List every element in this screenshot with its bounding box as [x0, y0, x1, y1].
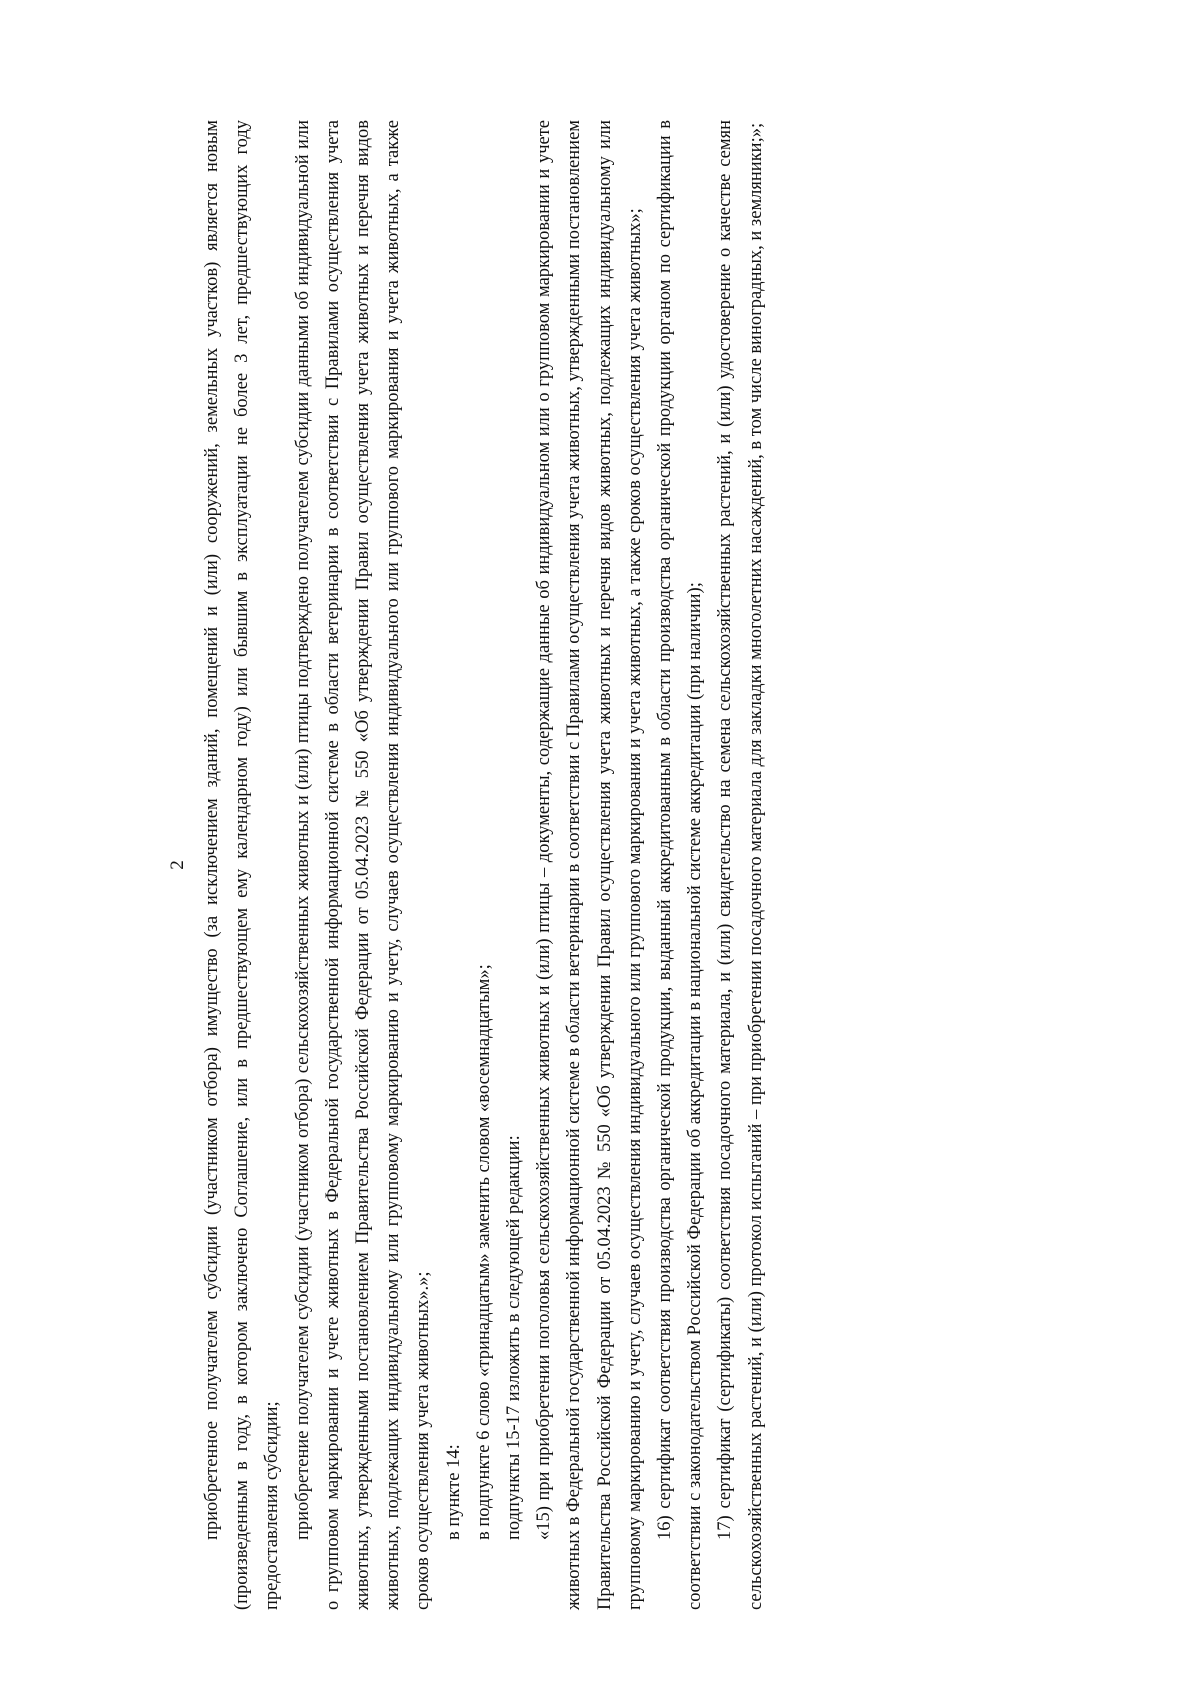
paragraph-point-14: в пункте 14:: [443, 1444, 464, 1540]
paragraph-subpoint-6: в подпункте 6 слово «тринадцатым» заменить словом «восемнадцатым»;: [473, 964, 494, 1540]
paragraph-property-requirement: приобретенное получателем субсидии (участником отбора) имущество (за исключением зданий, помещений и (или) сооружений, земельных участков) является новым (произведенным в году, в котором заключено Соглашение, или в предшествующем ему календарном году) или бывшим в эксплуатации не более 3 лет, предшествующих году предоставления субсидии;: [202, 120, 283, 1610]
paragraph-subpoints-15-17: подпункты 15-17 изложить в следующей редакции:: [504, 1135, 525, 1540]
rotated-text-block: [165, 120, 1045, 1610]
page-number: 2: [167, 860, 188, 870]
paragraph-item-17: 17) сертификат (сертификаты) соответствия посадочного материала, и (или) свидетельство на семена сельскохозяйственных растений, и (или) удостоверение о качестве семян сельскохозяйственных растений, и (или) протокол испытаний – при приобретении посадочного материала для закладки многолетних насаждений, в том числе виноградных, и земляники;»;: [715, 120, 766, 1610]
paragraph-item-16: 16) сертификат соответствия производства органической продукции, выданный аккредитованным в области производства органической продукции органом по сертификации в соответствии с законодательством Российской Федерации об аккредитации в национальной системе аккредитации (при наличии);: [655, 120, 706, 1610]
paragraph-item-15: «15) при приобретении поголовья сельскохозяйственных животных и (или) птицы – документы, содержащие данные об индивидуальном или о групповом маркировании и учете животных в Федеральной государственной информационной системе в области ветеринарии в соответствии с Правилами осуществления учета животных, утвержденными постановлением Правительства Российской Федерации от 05.04.2023 № 550 «Об утверждении Правил осуществления учета животных и перечня видов животных, подлежащих индивидуальному или групповому маркированию и учету, случаев осуществления индивидуального или группового маркирования и учета животных, а также сроков осуществления учета животных»;: [534, 120, 645, 1610]
document-body: [197, 120, 771, 1610]
paragraph-livestock-requirement: приобретение получателем субсидии (участником отбора) сельскохозяйственных животных и (или) птицы подтверждено получателем субсидии данными об индивидуальной или о групповом маркировании и учете животных в Федеральной государственной информационной системе в области ветеринарии в соответствии с Правилами осуществления учета животных, утвержденными постановлением Правительства Российской Федерации от 05.04.2023 № 550 «Об утверждении Правил осуществления учета животных и перечня видов животных, подлежащих индивидуальному или групповому маркированию и учету, случаев осуществления индивидуального или группового маркирования и учета животных, а также сроков осуществления учета животных».»;: [292, 120, 434, 1610]
